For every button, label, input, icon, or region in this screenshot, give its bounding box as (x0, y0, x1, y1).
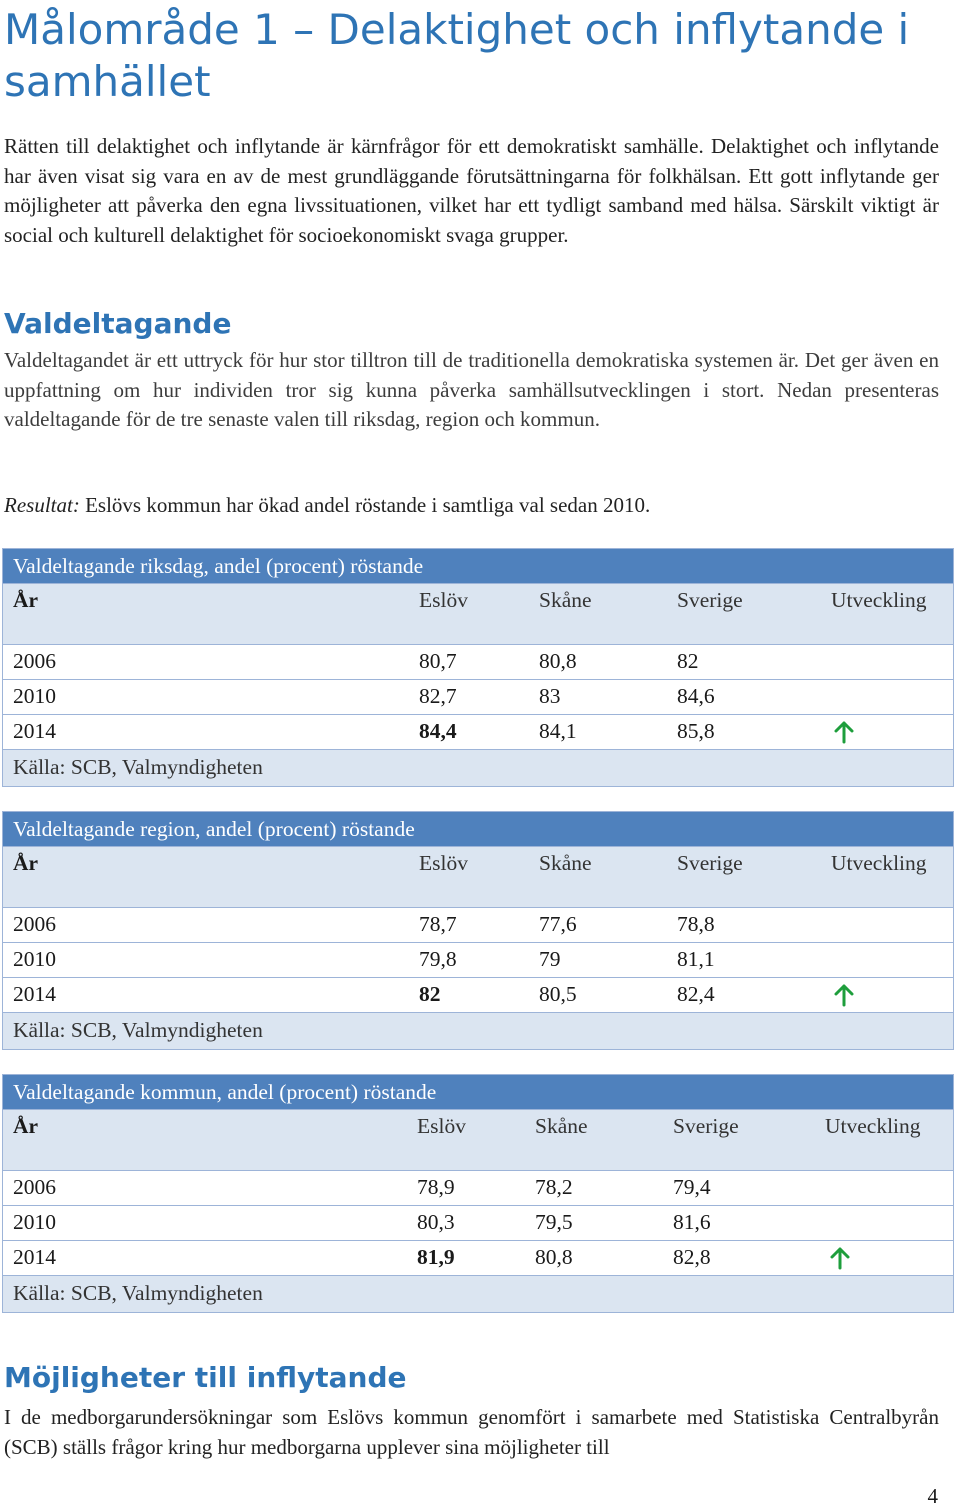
table-row (3, 680, 953, 715)
table-title: Valdeltagande kommun, andel (procent) röstande (3, 1075, 953, 1110)
cell-skane: 80,5 (539, 982, 577, 1006)
column-header-utveckling: Utveckling (831, 851, 927, 875)
cell-skane: 79 (539, 947, 561, 971)
table-title: Valdeltagande riksdag, andel (procent) röstande (3, 549, 953, 584)
cell-skane: 83 (539, 684, 561, 708)
cell-sverige: 82,8 (673, 1245, 711, 1269)
cell-eslov: 78,9 (417, 1175, 455, 1199)
table-kommun (2, 1074, 954, 1313)
column-header-utveckling: Utveckling (825, 1114, 921, 1138)
cell-sverige: 79,4 (673, 1175, 711, 1199)
cell-skane: 80,8 (535, 1245, 573, 1269)
cell-eslov: 79,8 (419, 947, 457, 971)
cell-year: 2014 (13, 982, 56, 1006)
table-source: Källa: SCB, Valmyndigheten (13, 755, 263, 779)
cell-year: 2014 (13, 1245, 56, 1269)
cell-year: 2014 (13, 719, 56, 743)
column-header-sverige: Sverige (677, 851, 743, 875)
column-header-skane: Skåne (535, 1114, 588, 1138)
cell-year: 2006 (13, 912, 56, 936)
cell-skane: 84,1 (539, 719, 577, 743)
table-source-row (3, 1276, 953, 1312)
column-header-sverige: Sverige (677, 588, 743, 612)
cell-eslov: 80,7 (419, 649, 457, 673)
table-row (3, 1206, 953, 1241)
cell-year: 2006 (13, 649, 56, 673)
column-header-year: År (13, 851, 39, 875)
cell-eslov: 78,7 (419, 912, 457, 936)
table-source-row (3, 750, 953, 786)
section-heading-valdeltagande: Valdeltagande (4, 307, 232, 340)
cell-sverige: 82 (677, 649, 699, 673)
cell-sverige: 85,8 (677, 719, 715, 743)
column-header-eslov: Eslöv (419, 588, 468, 612)
table-title: Valdeltagande region, andel (procent) röstande (3, 812, 953, 847)
table-header-row (3, 847, 953, 908)
cell-year: 2010 (13, 1210, 56, 1234)
result-paragraph (4, 491, 939, 521)
column-header-sverige: Sverige (673, 1114, 739, 1138)
cell-sverige: 82,4 (677, 982, 715, 1006)
column-header-eslov: Eslöv (417, 1114, 466, 1138)
table-source: Källa: SCB, Valmyndigheten (13, 1281, 263, 1305)
cell-year: 2006 (13, 1175, 56, 1199)
cell-skane: 78,2 (535, 1175, 573, 1199)
cell-skane: 77,6 (539, 912, 577, 936)
mojligheter-paragraph: I de medborgarundersökningar som Eslövs kommun genomfört i samarbete med Statistiska Centralbyrån (SCB) ställs frågor kring hur medborgarna upplever sina möjligheter till (4, 1405, 939, 1459)
table-row (3, 715, 953, 750)
table-header-row (3, 1110, 953, 1171)
result-text: Eslövs kommun har ökad andel röstande i samtliga val sedan 2010. (79, 493, 651, 517)
cell-sverige: 81,1 (677, 947, 715, 971)
table-row (3, 645, 953, 680)
intro-paragraph: Rätten till delaktighet och inflytande är kärnfrågor för ett demokratiskt samhälle. Delaktighet och inflytande har även visat sig vara en av de mest grundläggande förutsättningarna för folkhälsan. Ett gott inflytande ger möjligheter att påverka den egna livssituationen, vilket har ett tydligt samband med hälsa. Särskilt viktigt är social och kulturell delaktighet för socioekonomiskt svaga grupper. (4, 134, 939, 247)
valdeltagande-paragraph: Valdeltagandet är ett uttryck för hur stor tilltron till de traditionella demokratiska systemen är. Det ger även en uppfattning om hur individen tror sig kunna påverka samhällsutvecklingen i stort. Nedan presenteras valdeltagande för de tre senaste valen till riksdag, region och kommun. (4, 348, 939, 431)
arrow-up-icon (833, 720, 855, 744)
cell-eslov: 84,4 (419, 719, 457, 743)
table-row (3, 908, 953, 943)
cell-eslov: 82 (419, 982, 441, 1006)
table-row (3, 1171, 953, 1206)
table-row (3, 1241, 953, 1276)
section-heading-mojligheter: Möjligheter till inflytande (4, 1361, 407, 1394)
table-riksdag (2, 548, 954, 787)
column-header-skane: Skåne (539, 588, 592, 612)
table-row (3, 943, 953, 978)
page-title: Målområde 1 – Delaktighet och inflytande i samhället (4, 5, 910, 106)
page-number: 4 (927, 1484, 938, 1508)
arrow-up-icon (829, 1246, 851, 1270)
cell-year: 2010 (13, 947, 56, 971)
cell-sverige: 81,6 (673, 1210, 711, 1234)
table-source-row (3, 1013, 953, 1049)
cell-eslov: 81,9 (417, 1245, 455, 1269)
result-label: Resultat: (4, 493, 80, 517)
column-header-skane: Skåne (539, 851, 592, 875)
cell-skane: 79,5 (535, 1210, 573, 1234)
column-header-utveckling: Utveckling (831, 588, 927, 612)
column-header-year: År (13, 588, 39, 612)
table-region (2, 811, 954, 1050)
table-source: Källa: SCB, Valmyndigheten (13, 1018, 263, 1042)
arrow-up-icon (833, 983, 855, 1007)
cell-sverige: 78,8 (677, 912, 715, 936)
cell-sverige: 84,6 (677, 684, 715, 708)
cell-year: 2010 (13, 684, 56, 708)
cell-skane: 80,8 (539, 649, 577, 673)
cell-eslov: 82,7 (419, 684, 457, 708)
table-header-row (3, 584, 953, 645)
column-header-year: År (13, 1114, 39, 1138)
column-header-eslov: Eslöv (419, 851, 468, 875)
cell-eslov: 80,3 (417, 1210, 455, 1234)
table-row (3, 978, 953, 1013)
